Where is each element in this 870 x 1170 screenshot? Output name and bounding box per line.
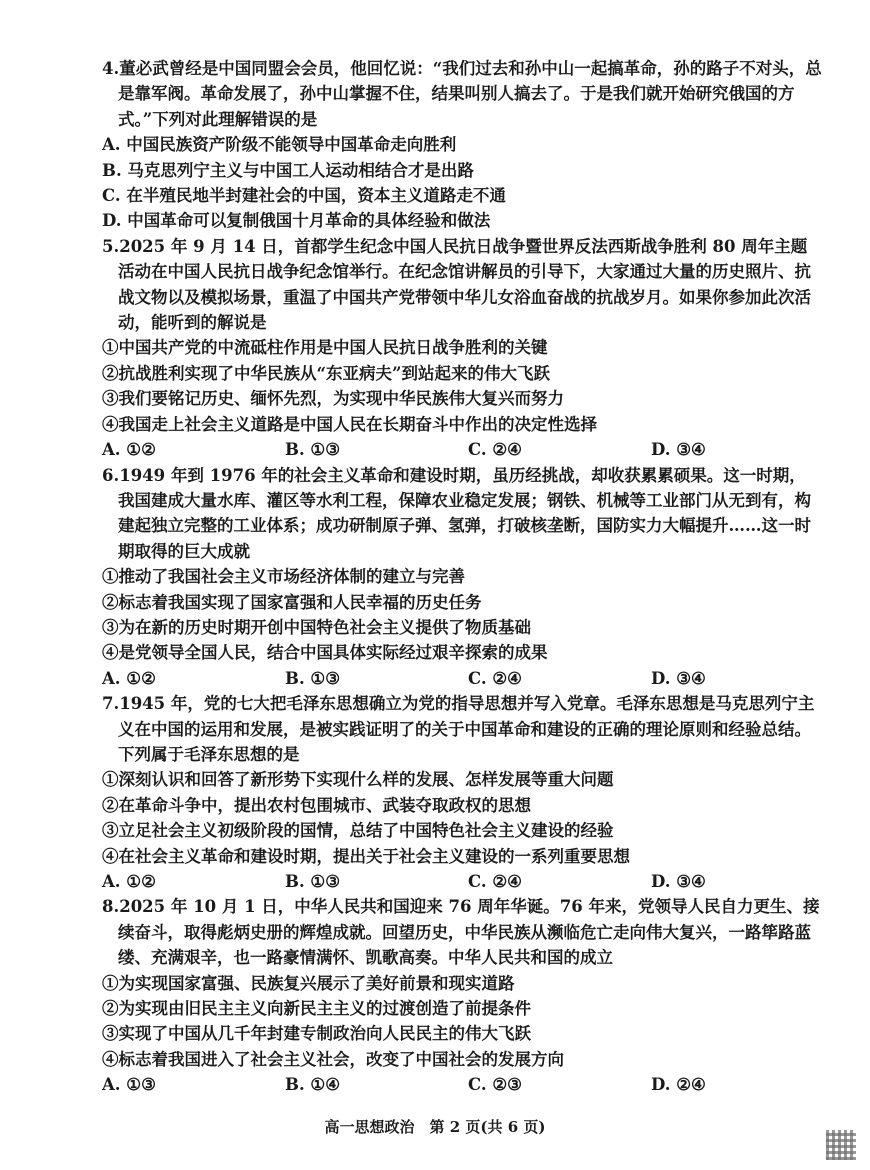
choice-a: A. ①③ (102, 1075, 156, 1095)
option-d: D. 中国革命可以复制俄国十月革命的具体经验和做法 (102, 211, 491, 231)
choice-d: D. ③④ (651, 872, 706, 891)
option-a: A. 中国民族资产阶级不能领导中国革命走向胜利 (102, 135, 457, 155)
statement-4: ④我国走上社会主义道路是中国人民在长期奋斗中作出的决定性选择 (102, 414, 597, 434)
statement-1: ①中国共产党的中流砥柱作用是中国人民抗日战争胜利的关键 (102, 338, 548, 358)
qr-code-icon (826, 1130, 856, 1160)
choice-b: B. ①③ (285, 872, 341, 891)
choice-d: D. ③④ (651, 668, 706, 688)
statement-1: ①推动了我国社会主义市场经济体制的建立与完善 (102, 567, 465, 587)
statement-3: ③我们要铭记历史、缅怀先烈，为实现中华民族伟大复兴而努力 (102, 389, 564, 409)
question-4 (102, 56, 822, 234)
choice-b: B. ①③ (285, 440, 341, 460)
statement-2: ②为实现由旧民主主义向新民主主义的过渡创造了前提条件 (102, 999, 531, 1019)
statement-2: ②标志着我国实现了国家富强和人民幸福的历史任务 (102, 592, 482, 612)
question-list (102, 56, 822, 1098)
statement-3: ③实现了中国从几千年封建专制政治向人民民主的伟大飞跃 (102, 1024, 531, 1044)
choice-d: D. ③④ (651, 440, 706, 460)
page-footer: 高一思想政治 第 2 页(共 6 页) (324, 1118, 546, 1136)
answer-choices (102, 666, 822, 691)
option-b: B. 马克思列宁主义与中国工人运动相结合才是出路 (102, 160, 474, 180)
answer-choices (102, 869, 822, 894)
choice-c: C. ②④ (468, 440, 522, 460)
question-6 (102, 463, 822, 692)
choice-b: B. ①③ (285, 668, 341, 688)
question-stem: 7.1945 年，党的七大把毛泽东思想确立为党的指导思想并写入党章。毛泽东思想是马克思列宁主义在中国的运用和发展，是被实践证明了的关于中国革命和建设的正确的理论原则和经验总结。下列属于毛泽东思想的是 (102, 694, 815, 764)
choice-a: A. ①② (102, 440, 156, 460)
statement-1: ①深刻认识和回答了新形势下实现什么样的发展、怎样发展等重大问题 (102, 770, 614, 790)
statement-3: ③为在新的历史时期开创中国特色社会主义提供了物质基础 (102, 617, 531, 637)
question-7 (102, 691, 822, 894)
question-stem: 4.董必武曾经是中国同盟会会员，他回忆说：“我们过去和孙中山一起搞革命，孙的路子不对头，总是靠军阀。革命发展了，孙中山掌握不住，结果叫别人搞去了。于是我们就开始研究俄国的方式。”下列对此理解错误的是 (102, 59, 822, 129)
statement-4: ④标志着我国进入了社会主义社会，改变了中国社会的发展方向 (102, 1049, 564, 1069)
answer-choices (102, 1072, 822, 1097)
answer-choices (102, 437, 822, 462)
choice-a: A. ①② (102, 872, 156, 891)
question-8 (102, 894, 822, 1097)
statement-2: ②抗战胜利实现了中华民族从“东亚病夫”到站起来的伟大飞跃 (102, 363, 550, 383)
choice-c: C. ②③ (468, 1075, 522, 1095)
question-stem: 6.1949 年到 1976 年的社会主义革命和建设时期，虽历经挑战，却收获累累硕果。这一时期，我国建成大量水库、灌区等水利工程，保障农业稳定发展；钢铁、机械等工业部门从无到有，构建起独立完整的工业体系；成功研制原子弹、氢弹，打破核垄断，国防实力大幅提升……这一时期取得的巨大成就 (102, 465, 811, 561)
statement-2: ②在革命斗争中，提出农村包围城市、武装夺取政权的思想 (102, 795, 531, 815)
question-stem: 5.2025 年 9 月 14 日，首都学生纪念中国人民抗日战争暨世界反法西斯战争胜利 80 周年主题活动在中国人民抗日战争纪念馆举行。在纪念馆讲解员的引导下，大家通过大量的历史照片、抗战文物以及模拟场景，重温了中国共产党带领中华儿女浴血奋战的抗战岁月。如果你参加此次活动，能听到的解说是 (102, 236, 811, 333)
statement-1: ①为实现国家富强、民族复兴展示了美好前景和现实道路 (102, 973, 515, 993)
choice-b: B. ①④ (285, 1075, 341, 1095)
statement-4: ④是党领导全国人民，结合中国具体实际经过艰辛探索的成果 (102, 643, 548, 663)
publisher-logo-icon (792, 1128, 822, 1138)
choice-a: A. ①② (102, 668, 156, 688)
choice-d: D. ②④ (651, 1075, 706, 1095)
statement-3: ③立足社会主义初级阶段的国情，总结了中国特色社会主义建设的经验 (102, 821, 614, 841)
statement-4: ④在社会主义革命和建设时期，提出关于社会主义建设的一系列重要思想 (102, 846, 630, 866)
choice-c: C. ②④ (468, 668, 522, 688)
choice-c: C. ②④ (468, 872, 522, 891)
question-5 (102, 234, 822, 463)
question-stem: 8.2025 年 10 月 1 日，中华人民共和国迎来 76 周年华诞。76 年来，党领导人民自力更生、接续奋斗，取得彪炳史册的辉煌成就。回望历史，中华民族从濒临危亡走向伟大复兴，一路筚路蓝缕、充满艰辛，也一路豪情满怀、凯歌高奏。中华人民共和国的成立 (102, 897, 820, 968)
option-c: C. 在半殖民地半封建社会的中国，资本主义道路走不通 (102, 186, 506, 206)
